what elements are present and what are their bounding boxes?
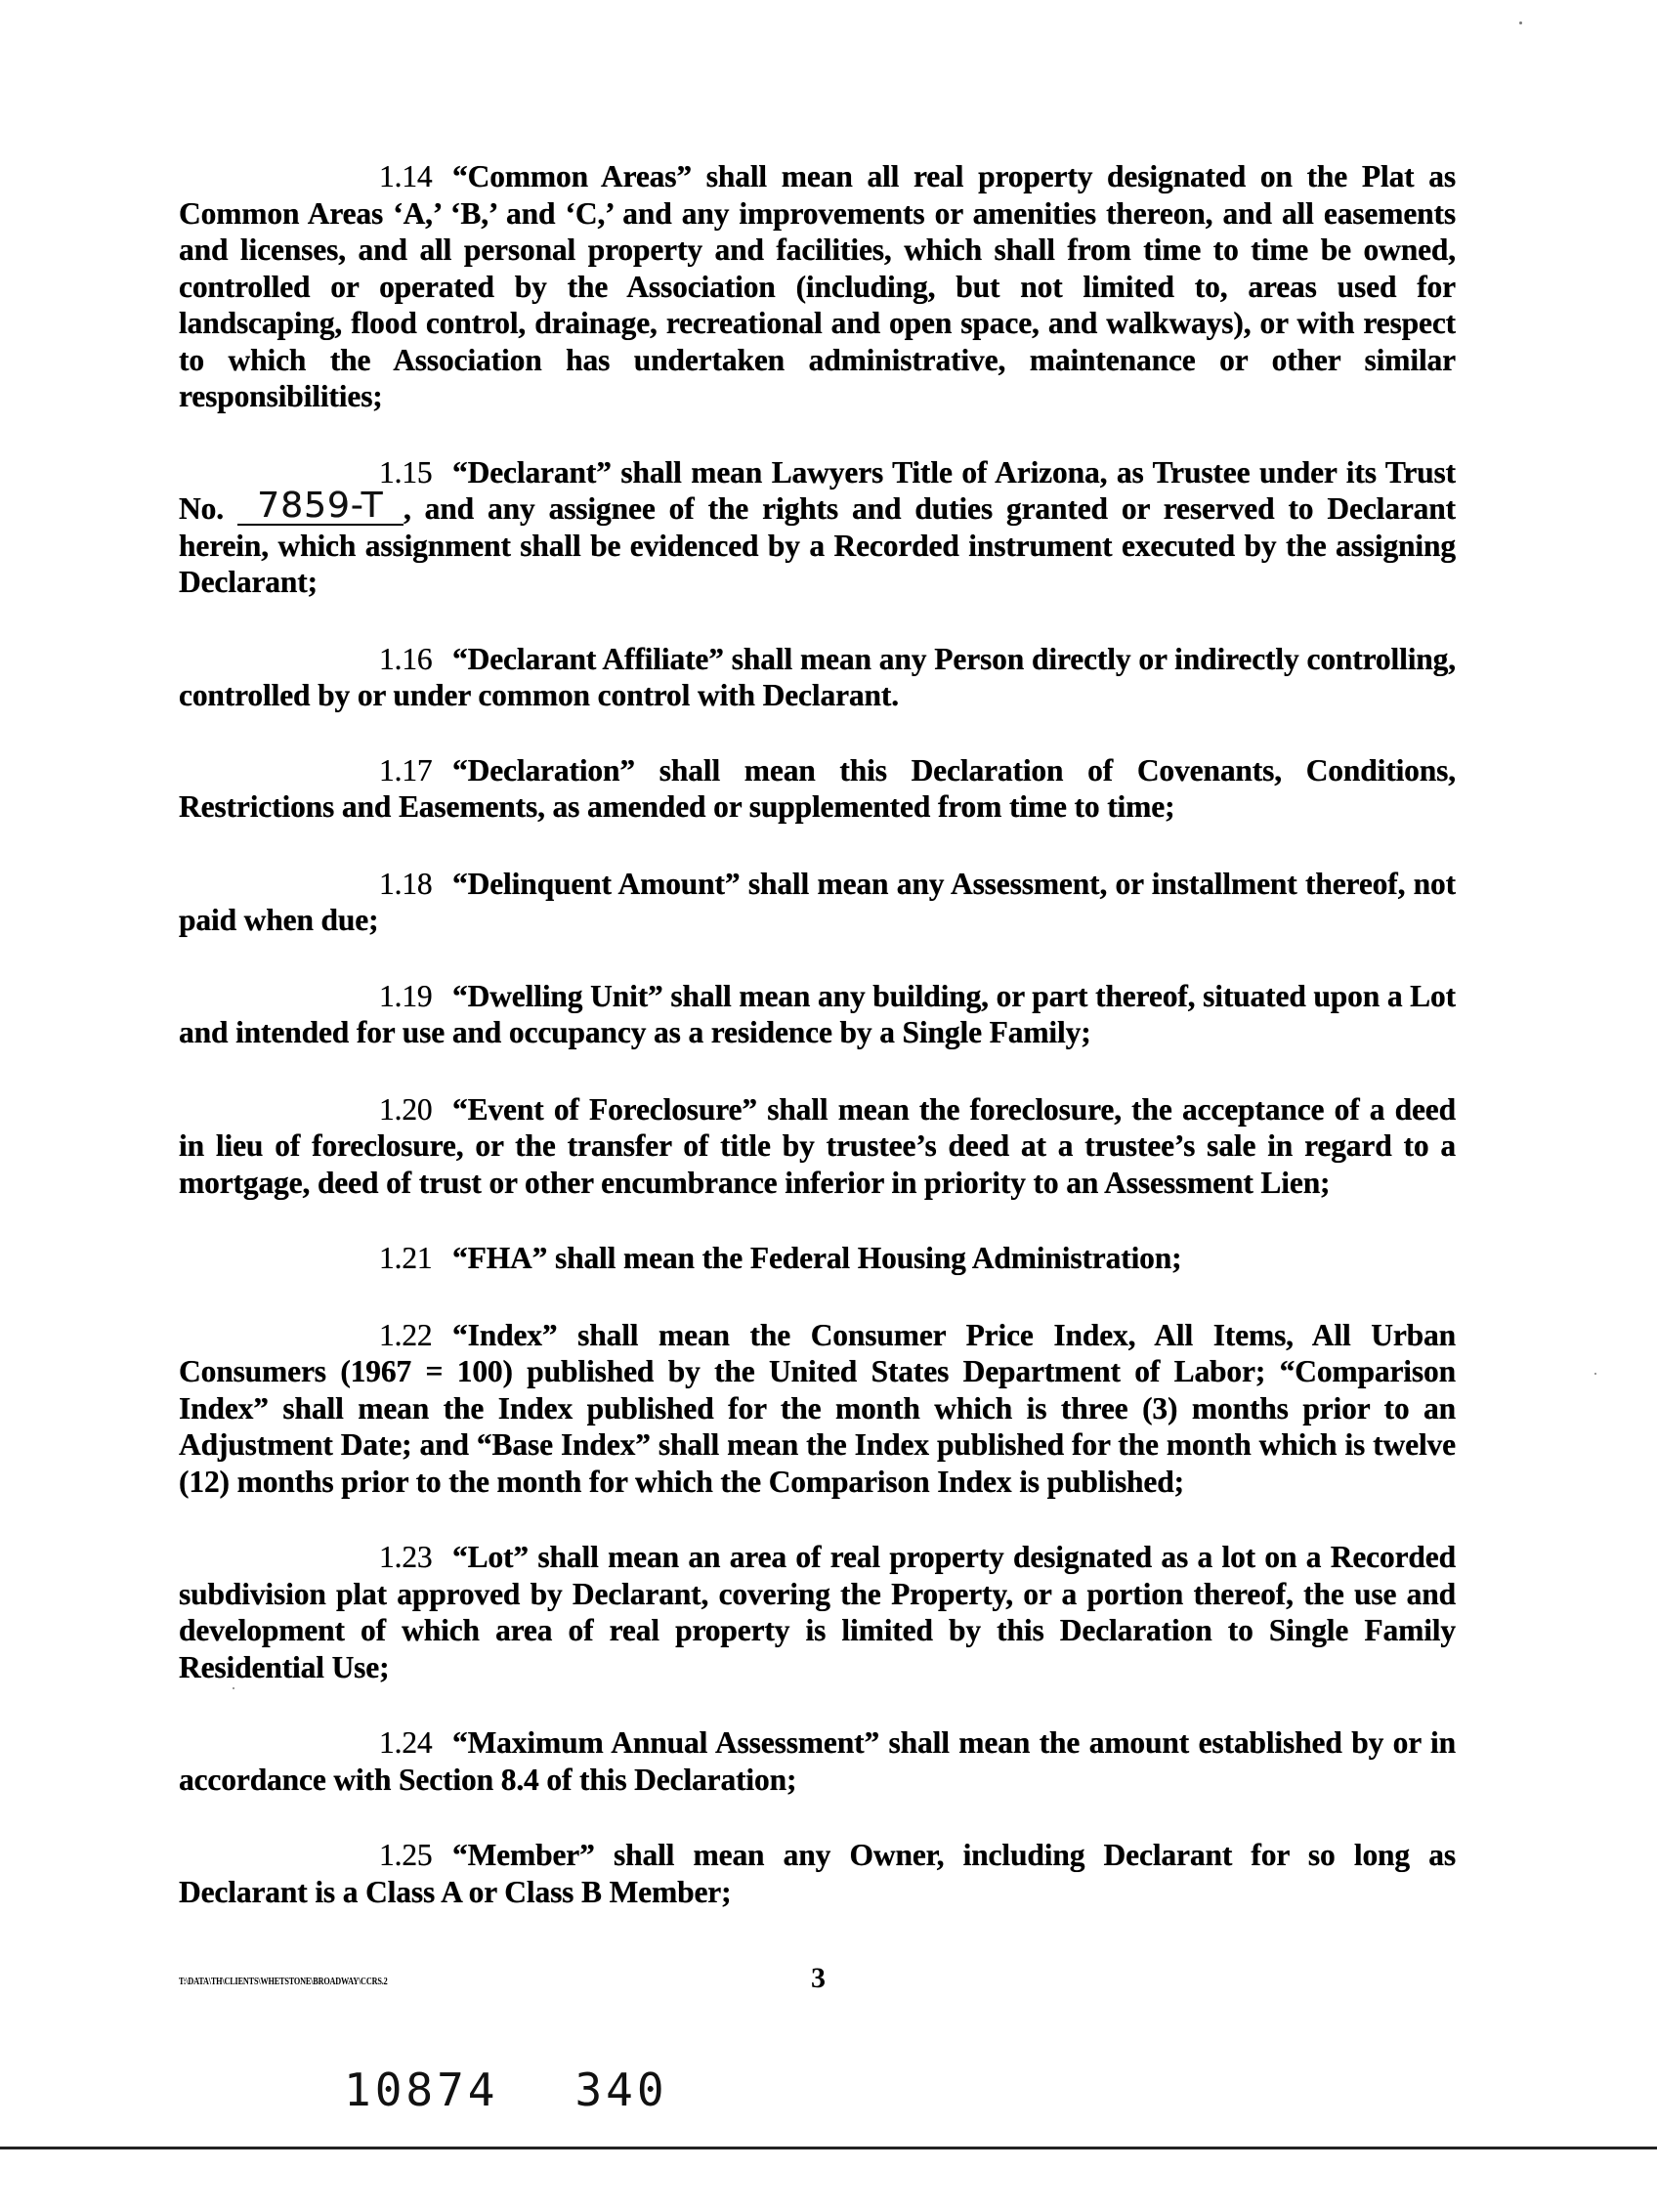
section-text: shall mean this Declaration of Covenants, Conditions, Restrictions and Easements, as amended or supplemented from time to time; (179, 752, 1456, 824)
section-text: , and any assignee of the rights and duties granted or reserved to Declarant herein, which assignment shall be evidenced by a Recorded instrument executed by the assigning Declarant; (179, 491, 1456, 599)
section-1-25 (179, 1837, 1456, 1910)
section-text: shall mean any Assessment, or installment thereof, not paid when due; (179, 866, 1456, 937)
section-text: shall mean an area of real property designated as a lot on a Recorded subdivision plat approved by Declarant, covering the Property, or a portion thereof, the use and development of which area of real property is limited by this Declaration to Single Family Residential Use; (179, 1540, 1456, 1684)
section-1-15 (179, 454, 1456, 601)
recording-stamp (344, 2063, 668, 2116)
defined-term: “Common Areas” (452, 159, 692, 193)
section-number: 1.20 (379, 1091, 433, 1127)
defined-term: “Declarant” (452, 454, 612, 489)
section-1-14 (179, 158, 1456, 415)
section-number: 1.22 (379, 1317, 433, 1352)
scan-speck (1594, 1373, 1596, 1375)
handwritten-trust-number: 7859-T (257, 486, 384, 526)
scan-speck (1519, 21, 1522, 24)
section-1-19 (179, 978, 1456, 1051)
bottom-rule (0, 2147, 1657, 2149)
section-number: 1.17 (379, 752, 433, 787)
document-body (179, 158, 1456, 1910)
section-number: 1.23 (379, 1540, 433, 1574)
recording-page: 340 (574, 2063, 668, 2116)
section-number: 1.25 (379, 1838, 433, 1872)
section-text: shall mean all real property designated on the Plat as Common Areas ‘A,’ ‘B,’ and ‘C,’ and any improvements or amenities thereon, and all easements and licenses, and all personal property and facilities, which shall from time to time be owned, controlled or operated by the Association (including, but not limited to, areas used for landscaping, flood control, drainage, recreational and open space, and walkways), or with respect to which the Association has undertaken administrative, maintenance or other similar responsibilities; (179, 159, 1457, 413)
section-text: shall mean any Owner, including Declarant for so long as Declarant is a Class A or Class B Member; (179, 1838, 1456, 1909)
section-text: shall mean the foreclosure, the acceptance of a deed in lieu of foreclosure, or the transfer of title by trustee’s deed at a trustee’s sale in regard to a mortgage, deed of trust or other encumbrance inferior in priority to an Assessment Lien; (179, 1091, 1456, 1200)
defined-term: “Lot” (452, 1540, 530, 1574)
defined-term: “Maximum Annual Assessment” (452, 1725, 880, 1760)
defined-term: “Declarant Affiliate” (452, 641, 724, 676)
defined-term: “FHA” (452, 1241, 548, 1275)
scan-speck (233, 1687, 234, 1689)
section-number: 1.19 (379, 978, 433, 1013)
footer-file-path: T:\DATA\TH\CLIENTS\WHETSTONE\BROADWAY\CCRS.2 (179, 1977, 388, 1987)
defined-term: “Delinquent Amount” (452, 866, 741, 901)
section-text: shall mean any building, or part thereof, situated upon a Lot and intended for use and occupancy as a residence by a Single Family; (179, 978, 1456, 1049)
section-1-20 (179, 1091, 1456, 1202)
section-number: 1.24 (379, 1725, 433, 1760)
defined-term: “Dwelling Unit” (452, 978, 663, 1013)
section-text: shall mean the Federal Housing Administration; (547, 1241, 1182, 1275)
defined-term: “Event of Foreclosure” (452, 1091, 757, 1127)
section-1-17 (179, 752, 1456, 826)
section-number: 1.14 (379, 159, 433, 193)
section-text: shall mean any Person directly or indirectly controlling, controlled by or under common control with Declarant. (179, 641, 1456, 712)
defined-term: “Member” (452, 1838, 595, 1872)
section-text: shall mean the amount established by or in accordance with Section 8.4 of this Declaration; (179, 1725, 1456, 1797)
section-1-16 (179, 641, 1456, 714)
section-number: 1.15 (379, 454, 433, 489)
section-number: 1.18 (379, 866, 433, 901)
section-text: shall mean the Consumer Price Index, All Items, All Urban Consumers (1967 = 100) published by the United States Department of Labor; “Comparison Index” shall mean the Index published for the month which is three (3) months prior to an Adjustment Date; and “Base Index” shall mean the Index published for the month which is twelve (12) months prior to the month for which the Comparison Index is published; (179, 1317, 1456, 1499)
section-text: shall mean Lawyers Title of Arizona, as Trustee under its Trust No. (179, 454, 1456, 526)
defined-term: “Declaration” (452, 752, 636, 787)
section-1-23 (179, 1539, 1456, 1685)
section-1-22 (179, 1317, 1456, 1501)
section-number: 1.16 (379, 641, 433, 676)
recording-docket: 10874 (344, 2063, 499, 2116)
page-number: 3 (811, 1962, 826, 1994)
section-number: 1.21 (379, 1241, 433, 1275)
section-1-21 (179, 1240, 1456, 1277)
trust-number-blank (237, 486, 404, 526)
section-1-24 (179, 1724, 1456, 1798)
section-1-18 (179, 866, 1456, 939)
defined-term: “Index” (452, 1317, 558, 1352)
